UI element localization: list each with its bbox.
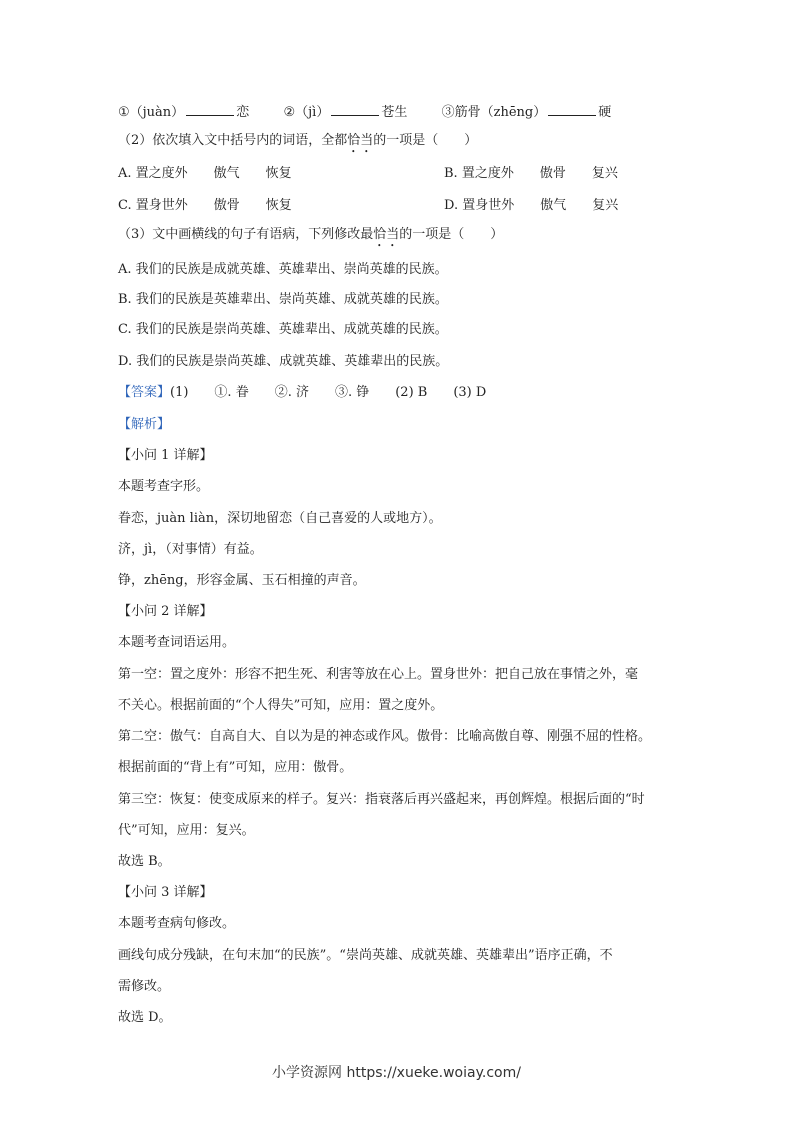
analysis-line: 故选 B。 — [118, 854, 171, 869]
q2-stem-text: （2）依次填入文中括号内的词语，全都 — [118, 133, 348, 148]
q2-option-c: C. 置身世外 傲骨 恢复 — [118, 198, 292, 213]
q1-part3-suffix: 硬 — [598, 105, 612, 120]
q1-blank-3 — [548, 103, 596, 116]
q3-option-a: A. 我们的民族是成就英雄、英雄辈出、崇尚英雄的民族。 — [118, 262, 448, 277]
analysis-line: 根据前面的“背上有”可知，应用：傲骨。 — [118, 760, 353, 775]
footer-watermark: 小学资源网 https://xueke.woiay.com/ — [272, 1065, 521, 1081]
analysis-line: 需修改。 — [118, 979, 171, 994]
analysis-line: 故选 D。 — [118, 1010, 172, 1025]
q2-stem — [118, 132, 477, 156]
q1-line — [118, 103, 611, 122]
analysis-line: 铮，zhēng，形容金属、玉石相撞的声音。 — [118, 573, 366, 588]
analysis-line: 画线句成分残缺，在句末加“的民族”。“崇尚英雄、成就英雄、英雄辈出”语序正确，不 — [118, 948, 613, 963]
answer-label: 【答案】 — [118, 385, 171, 400]
q1-part2-suffix: 苍生 — [381, 105, 408, 120]
analysis-line: 不关心。根据前面的“个人得失”可知，应用：置之度外。 — [118, 698, 444, 713]
q1-part1-suffix: 恋 — [236, 105, 250, 120]
q1-part2: ②（jì） — [283, 105, 330, 120]
analysis-label: 【解析】 — [118, 417, 171, 432]
section-heading-1: 【小问 1 详解】 — [118, 448, 213, 463]
analysis-line: 代”可知，应用：复兴。 — [118, 823, 255, 838]
analysis-line: 第二空：傲气：自高自大、自以为是的神态或作风。傲骨：比喻高傲自尊、刚强不屈的性格。 — [118, 729, 652, 744]
section-heading-2: 【小问 2 详解】 — [118, 604, 213, 619]
q3-option-d: D. 我们的民族是崇尚英雄、成就英雄、英雄辈出的民族。 — [118, 354, 449, 369]
q2-option-a: A. 置之度外 傲气 恢复 — [118, 166, 292, 181]
section-heading-3: 【小问 3 详解】 — [118, 885, 213, 900]
q2-stem-tail: 的一项是（ ） — [373, 133, 478, 148]
answer-text: (1) ①. 眷 ②. 济 ③. 铮 (2) B (3) D — [170, 385, 487, 400]
q2-option-d: D. 置身世外 傲气 复兴 — [444, 198, 619, 213]
q1-blank-2 — [331, 103, 379, 116]
q1-part1: ①（juàn） — [118, 105, 185, 120]
analysis-line: 本题考查字形。 — [118, 479, 210, 494]
q3-stem — [118, 226, 503, 250]
analysis-line: 本题考查病句修改。 — [118, 916, 236, 931]
analysis-line: 第一空：置之度外：形容不把生死、利害等放在心上。置身世外：把自己放在事情之外，毫 — [118, 667, 639, 682]
q2-stem-emphasis: 恰当 — [347, 133, 374, 148]
q3-stem-emphasis: 恰当 — [373, 227, 400, 242]
q2-option-b: B. 置之度外 傲骨 复兴 — [444, 166, 618, 181]
q3-stem-text: （3）文中画横线的句子有语病，下列修改最 — [118, 227, 374, 242]
answer-line — [118, 384, 486, 402]
q3-option-c: C. 我们的民族是崇尚英雄、英雄辈出、成就英雄的民族。 — [118, 322, 448, 337]
q1-blank-1 — [186, 103, 234, 116]
analysis-line: 本题考查词语运用。 — [118, 635, 236, 650]
analysis-line: 第三空：恢复：使变成原来的样子。复兴：指衰落后再兴盛起来，再创辉煌。根据后面的“时 — [118, 792, 645, 807]
analysis-line: 眷恋，juàn liàn，深切地留恋（自己喜爱的人或地方）。 — [118, 511, 442, 526]
q3-stem-tail: 的一项是（ ） — [399, 227, 504, 242]
q3-option-b: B. 我们的民族是英雄辈出、崇尚英雄、成就英雄的民族。 — [118, 292, 448, 307]
q1-part3: ③筋骨（zhēng） — [441, 105, 547, 120]
analysis-line: 济，jì，（对事情）有益。 — [118, 542, 263, 557]
